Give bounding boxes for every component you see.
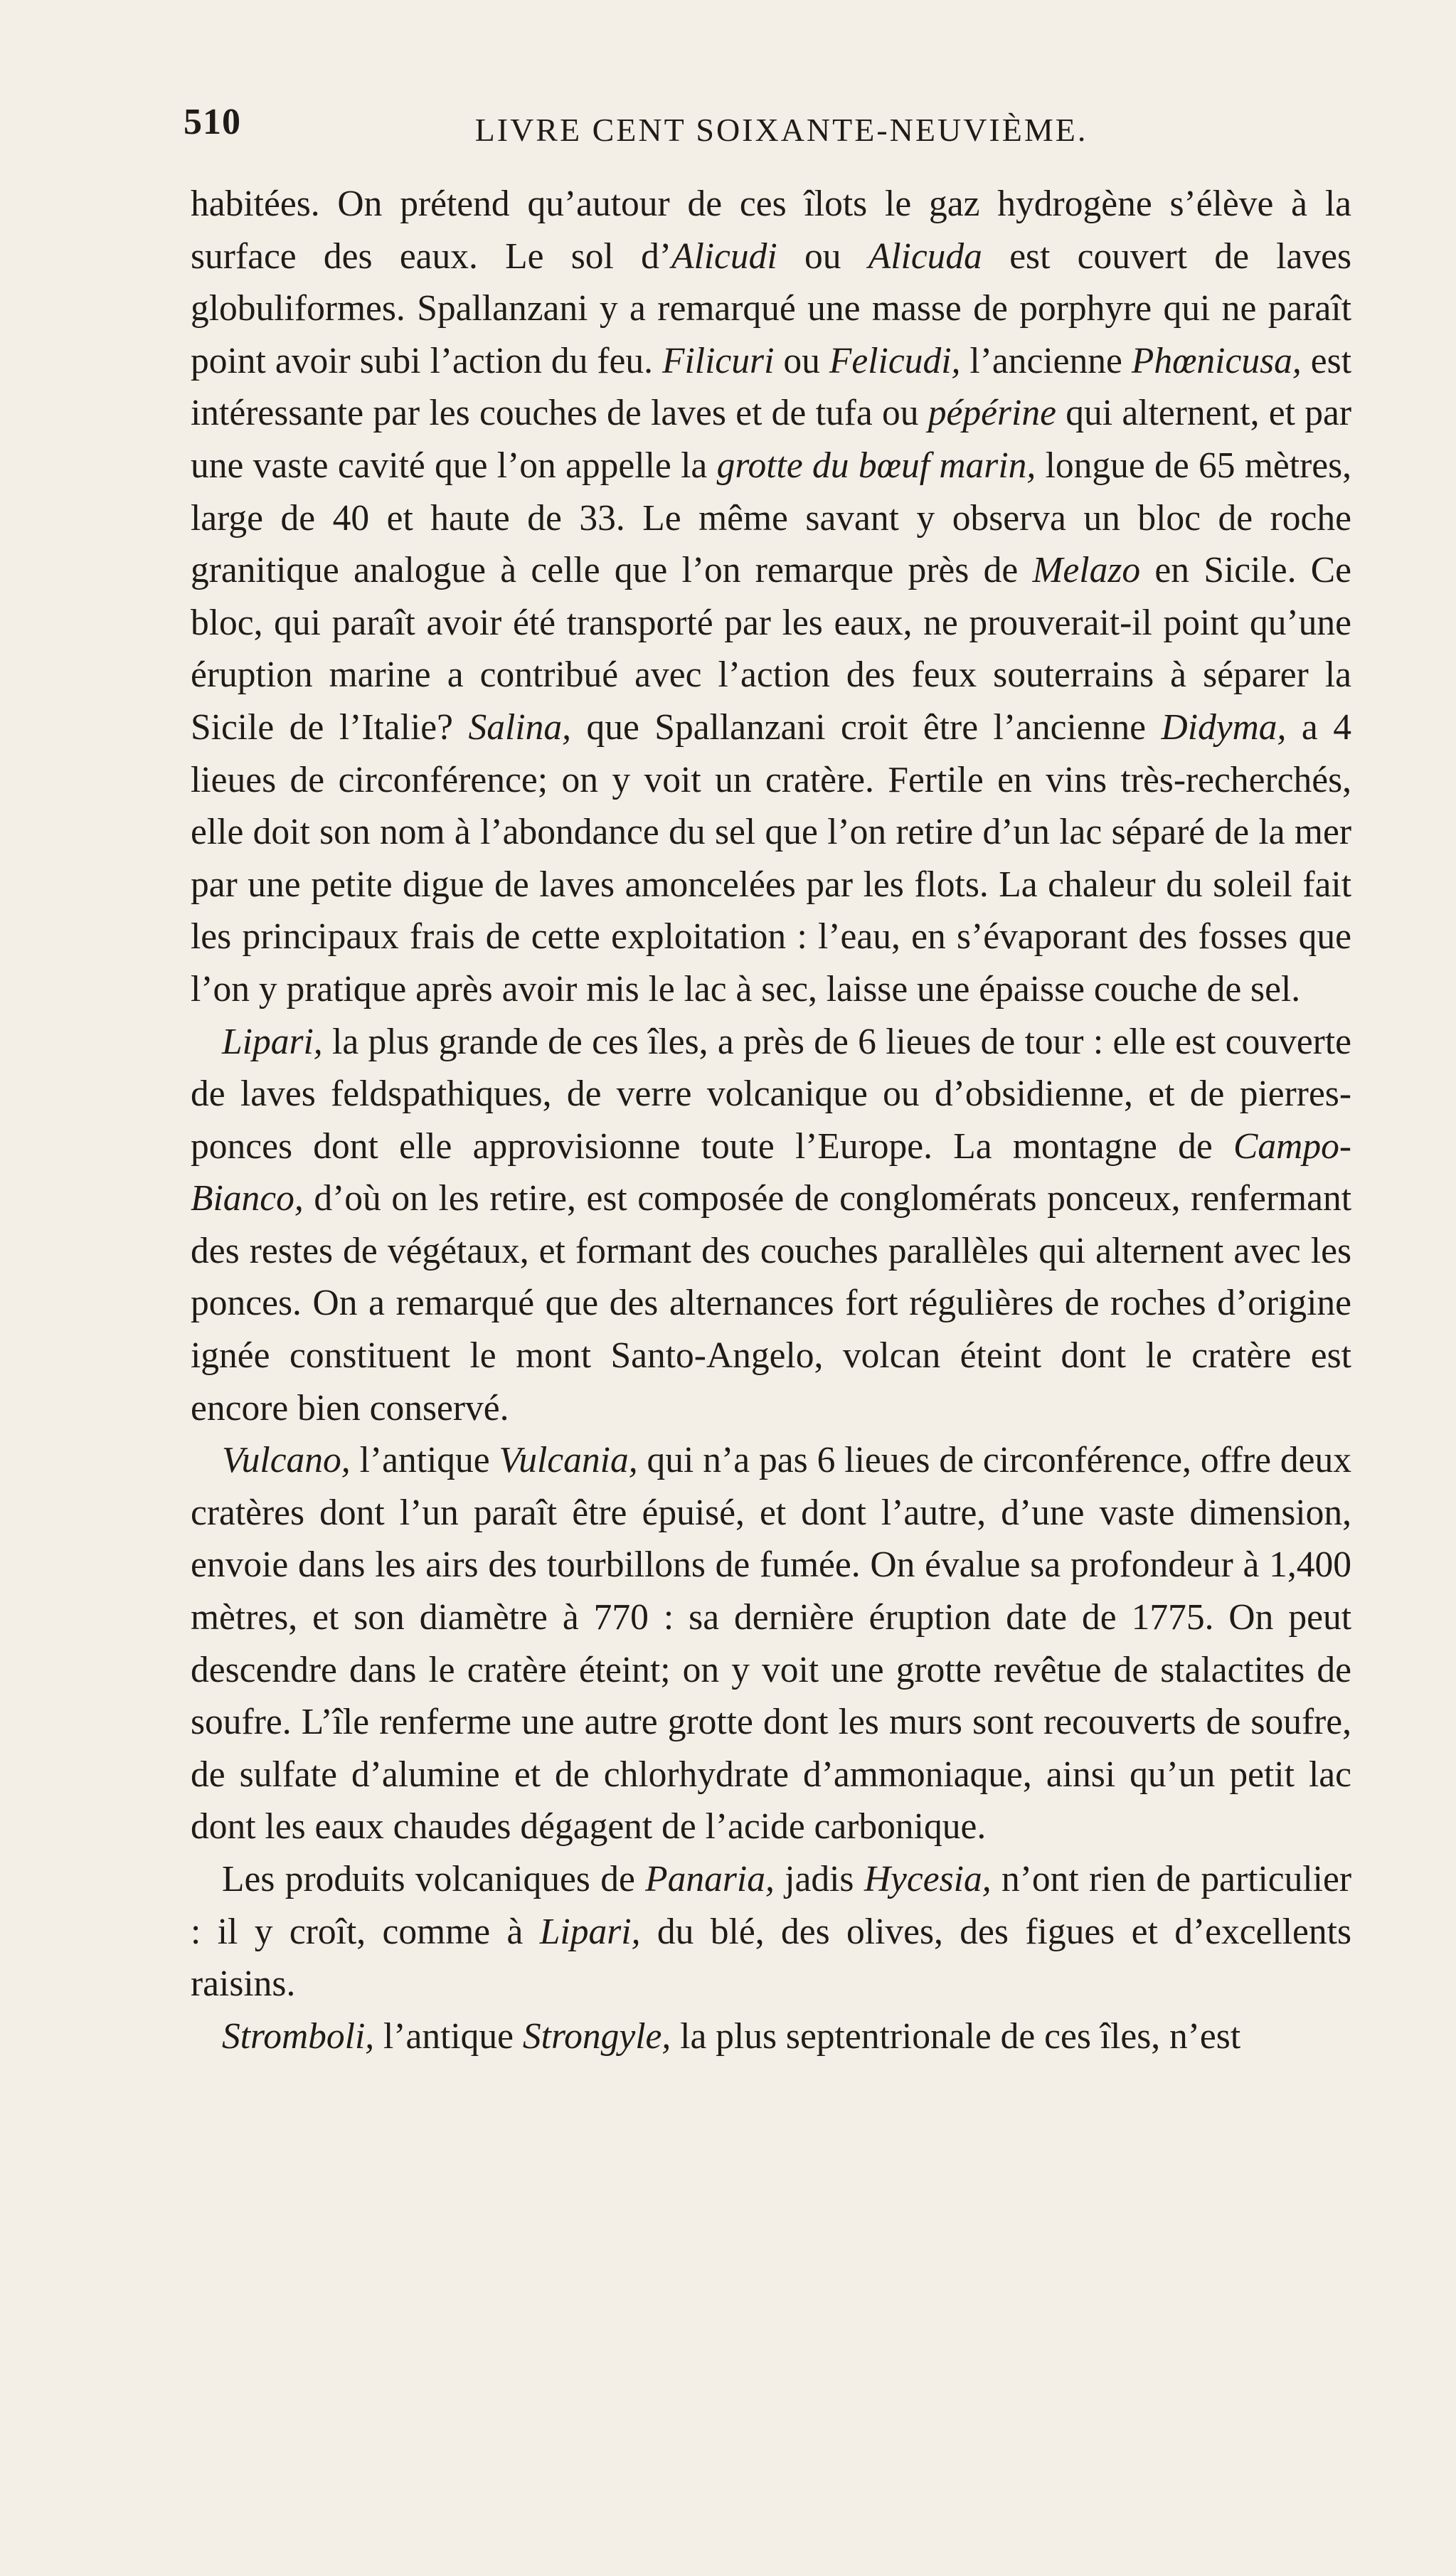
- text-run: est intéressante par les couches de laves et de tufa ou: [191, 340, 1352, 434]
- text-run: l’ancienne: [960, 340, 1132, 381]
- text-run: n’ont rien de particulier : il y croît, comme à: [191, 1859, 1351, 1952]
- paragraph: [191, 178, 1351, 1016]
- italic-term: Stromboli,: [222, 2015, 375, 2057]
- running-title: LIVRE CENT SOIXANTE-NEUVIÈME.: [474, 112, 1088, 148]
- text-run: jadis: [774, 1859, 864, 1899]
- italic-term: Strongyle,: [522, 2015, 671, 2057]
- text-run: l’antique: [350, 1440, 499, 1481]
- italic-term: Felicudi,: [829, 340, 961, 381]
- text-run: a 4 lieues de circonférence; on y voit un cratère. Fertile en vins très-recherchés, elle doit son nom à l’abondance du sel que l’on retire d’un lac séparé de la mer par une petite digue de laves amoncelées par les flots. La chaleur du soleil fait les principaux frais de cette exploitation : l’eau, en s’évaporant des fosses que l’on y pratique après avoir mis le lac à sec, laisse une épaisse couche de sel.: [191, 706, 1352, 1009]
- text-run: que Spallanzani croit être l’ancienne: [570, 706, 1162, 748]
- paragraph: [191, 1434, 1351, 1853]
- italic-term: Lipari,: [222, 1021, 323, 1062]
- text-run: longue de 65 mètres, large de 40 et haute de 33. Le même savant y observa un bloc de roche granitique analogue à celle que l’on remarque près de: [191, 445, 1351, 591]
- body-text: [191, 178, 1351, 2062]
- text-run: Les produits volcaniques de: [222, 1859, 646, 1899]
- text-run: habitées. On prétend qu’autour de ces îlots le gaz hydrogène s’élève à la surface des eaux. Le sol d’: [191, 184, 1351, 277]
- italic-term: Filicuri: [662, 340, 775, 381]
- text-run: du blé, des olives, des figues et d’excellents raisins.: [191, 1911, 1351, 2005]
- italic-term: Vulcania,: [499, 1440, 638, 1481]
- text-run: ou: [774, 340, 829, 381]
- italic-term: grotte du bœuf marin,: [716, 445, 1036, 486]
- text-run: ou: [777, 235, 868, 277]
- text-run: en Sicile. Ce bloc, qui paraît avoir été transporté par les eaux, ne prouverait-il point qu’une éruption marine a contribué avec l’action des feux souterrains à séparer la Sicile de l’Italie?: [191, 550, 1351, 748]
- page-number: 510: [184, 102, 241, 142]
- text-run: qui n’a pas 6 lieues de circonférence, offre deux cratères dont l’un paraît être épuisé, et dont l’autre, d’une vaste dimension, envoie dans les airs des tourbillons de fumée. On évalue sa profondeur à 1,400 mètres, et son diamètre à 770 : sa dernière éruption date de 1775. On peut descendre dans le cratère éteint; on y voit une grotte revêtue de stalactites de soufre. L’île renferme une autre grotte dont les murs sont recouverts de soufre, de sulfate d’alumine et de chlorhydrate d’ammoniaque, ainsi qu’un petit lac dont les eaux chaudes dégagent de l’acide carbonique.: [191, 1440, 1352, 1848]
- italic-term: Phœnicusa,: [1131, 340, 1302, 381]
- italic-term: pépérine: [928, 393, 1056, 434]
- italic-term: Hycesia,: [863, 1859, 992, 1899]
- italic-term: Alicuda: [868, 235, 982, 277]
- text-run: la plus grande de ces îles, a près de 6 lieues de tour : elle est couverte de laves feldspathiques, de verre volcanique ou d’obsidienne, et de pierres-ponces dont elle approvisionne toute l’Europe. La montagne de: [191, 1021, 1351, 1167]
- italic-term: Campo-Bianco,: [191, 1125, 1351, 1219]
- italic-term: Vulcano,: [222, 1440, 351, 1481]
- italic-term: Alicudi: [671, 235, 777, 277]
- paragraph: [191, 2010, 1351, 2063]
- text-run: la plus septentrionale de ces îles, n’est: [671, 2015, 1241, 2057]
- text-run: qui alternent, et par une vaste cavité que l’on appelle la: [191, 393, 1351, 486]
- paragraph: [191, 1853, 1351, 2010]
- paragraph: [191, 1016, 1351, 1435]
- italic-term: Salina,: [468, 706, 571, 748]
- italic-term: Melazo: [1032, 550, 1141, 591]
- italic-term: Didyma,: [1161, 706, 1287, 748]
- text-run: d’où on les retire, est composée de conglomérats ponceux, renfermant des restes de végétaux, et formant des couches parallèles qui alternent avec les ponces. On a remarqué que des alternances fort régulières de roches d’origine ignée constituent le mont Santo-Angelo, volcan éteint dont le cratère est encore bien conservé.: [191, 1178, 1351, 1429]
- italic-term: Panaria,: [645, 1859, 775, 1899]
- text-run: est couvert de laves globuliformes. Spallanzani y a remarqué une masse de porphyre qui ne paraît point avoir subi l’action du feu.: [191, 235, 1352, 381]
- text-run: l’antique: [374, 2015, 523, 2057]
- italic-term: Lipari,: [539, 1911, 641, 1952]
